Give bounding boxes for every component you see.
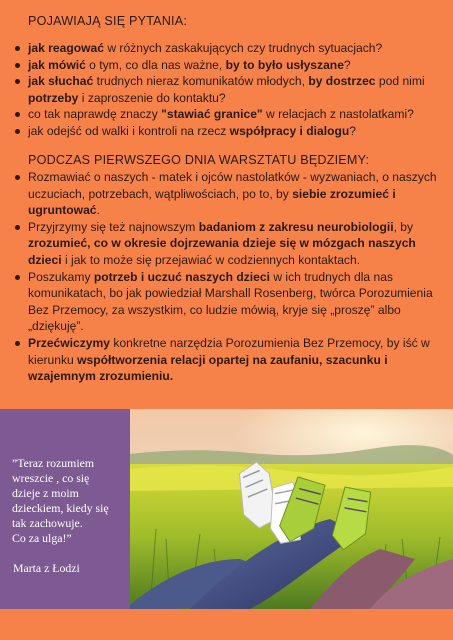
testimonial-line: Co za ulga!” xyxy=(12,531,72,545)
testimonial-line: wreszcie , co się xyxy=(12,471,90,485)
questions-list xyxy=(12,40,442,140)
meadow-photo xyxy=(130,409,453,609)
list-item: jak mówić o tym, co dla nas ważne, by to było usłyszane? xyxy=(12,57,442,74)
workshop-heading: PODCZAS PIERWSZEGO DNIA WARSZTATU BĘDZIEMY: xyxy=(28,153,370,167)
list-item: jak słuchać trudnych nieraz komunikatów młodych, by dostrzec pod nimi potrzeby i zaproszenie do kontaktu? xyxy=(12,73,442,106)
list-item: Przećwiczymy konkretne narzędzia Porozumienia Bez Przemocy, by iść w kierunku współtworzenia relacji opartej na zaufaniu, szacunku i wzajemnym zrozumieniu. xyxy=(12,335,442,385)
meadow-illustration xyxy=(130,409,453,609)
list-item: jak odejść od walki i kontroli na rzecz współpracy i dialogu? xyxy=(12,123,442,140)
list-item: co tak naprawdę znaczy "stawiać granice" w relacjach z nastolatkami? xyxy=(12,106,442,123)
questions-heading: POJAWIAJĄ SIĘ PYTANIA: xyxy=(28,14,188,28)
workshop-list xyxy=(12,169,442,385)
testimonial-box xyxy=(0,409,130,609)
list-item: Przyjrzymy się też najnowszym badaniom z zakresu neurobiologii, by zrozumieć, co w okresie dojrzewania dzieje się w mózgach naszych dzieci i jak to może się przejawiać w codziennych kontaktach. xyxy=(12,219,442,269)
testimonial-line: dzieje z moim xyxy=(12,486,79,500)
list-item: Rozmawiać o naszych - matek i ojców nastolatków - wyzwaniach, o naszych uczuciach, potrzebach, wątpliwościach, po to, by siebie zrozumieć i ugruntować. xyxy=(12,169,442,219)
testimonial-line: tak zachowuje. xyxy=(12,516,83,530)
list-item: jak reagować w różnych zaskakujących czy trudnych sytuacjach? xyxy=(12,40,442,57)
testimonial-text xyxy=(12,456,127,546)
testimonial-line: dzieckiem, kiedy się xyxy=(12,501,109,515)
testimonial-line: ”Teraz rozumiem xyxy=(12,456,95,470)
list-item: Poszukamy potrzeb i uczuć naszych dzieci w ich trudnych dla nas komunikatach, bo jak powiedział Marshall Rosenberg, twórca Porozumienia Bez Przemocy, za wszystkim, co ludzie mówią, kryje się „proszę” albo „dziękuję”. xyxy=(12,269,442,335)
testimonial-author: Marta z Łodzi xyxy=(13,561,80,575)
